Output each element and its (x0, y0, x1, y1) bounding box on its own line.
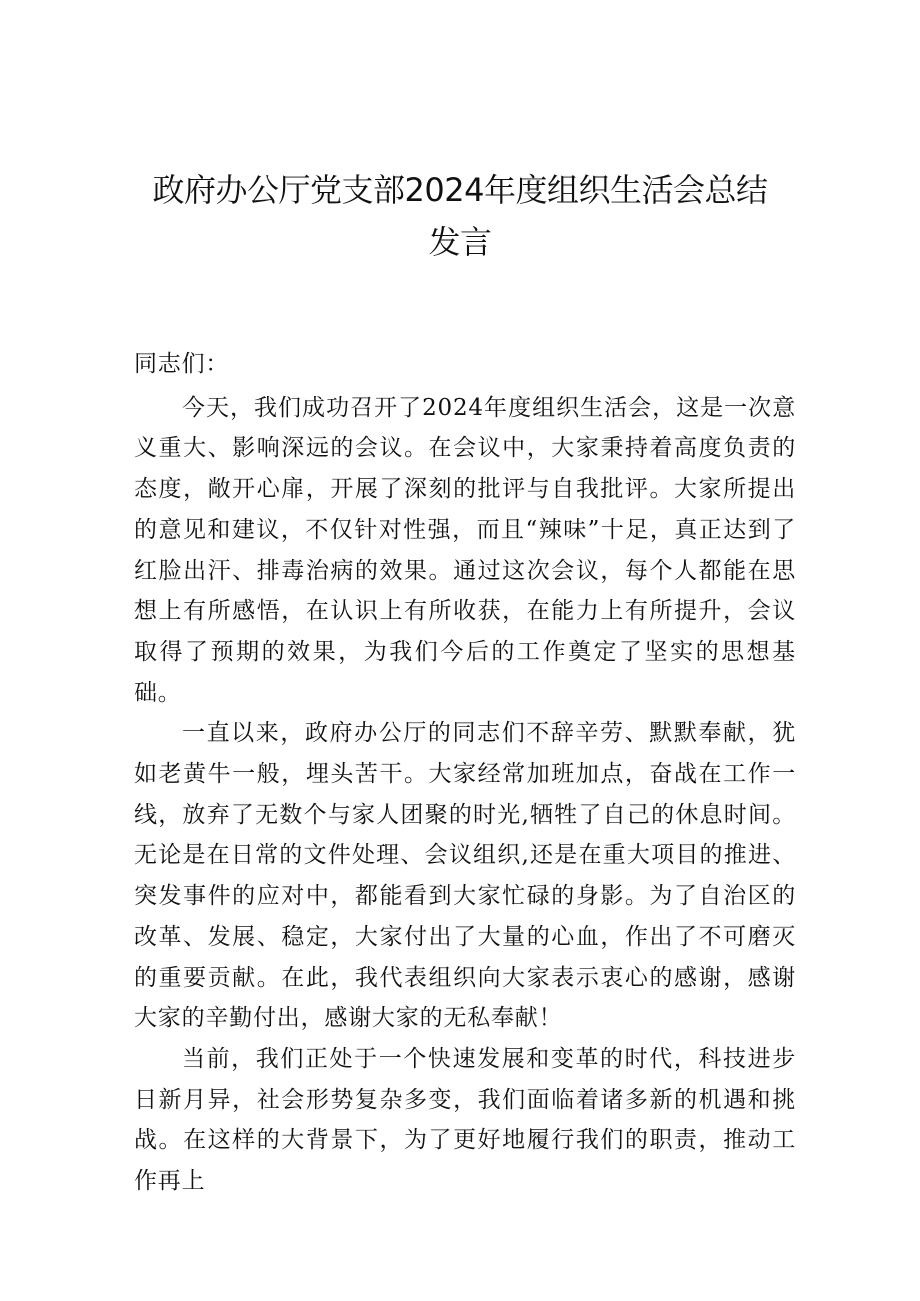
document-title (150, 164, 770, 268)
title-line-1: 政府办公厅党支部2024年度组织生活会总结 (152, 171, 768, 209)
title-line-2: 发言 (428, 223, 492, 261)
document-body (134, 344, 796, 1202)
salutation: 同志们： (134, 351, 230, 377)
paragraph-3: 当前，我们正处于一个快速发展和变革的时代，科技进步日新月异，社会形势复杂多变，我们面临着诸多新的机遇和挑战。在这样的大背景下，为了更好地履行我们的职责，推动工作再上 (134, 1045, 796, 1195)
paragraph-2: 一直以来，政府办公厅的同志们不辞辛劳、默默奉献，犹如老黄牛一般，埋头苦干。大家经常加班加点，奋战在工作一线，放弃了无数个与家人团聚的时光,牺牲了自己的休息时间。无论是在日常的文件处理、会议组织,还是在重大项目的推进、突发事件的应对中，都能看到大家忙碌的身影。为了自治区的改革、发展、稳定，大家付出了大量的心血，作出了不可磨灭的重要贡献。在此，我代表组织向大家表示衷心的感谢，感谢大家的辛勤付出，感谢大家的无私奉献！ (134, 720, 796, 1032)
paragraph-1: 今天，我们成功召开了2024年度组织生活会，这是一次意义重大、影响深远的会议。在会议中，大家秉持着高度负责的态度，敞开心扉，开展了深刻的批评与自我批评。大家所提出的意见和建议，不仅针对性强，而且“辣味”十足，真正达到了红脸出汗、排毒治病的效果。通过这次会议，每个人都能在思想上有所感悟，在认识上有所收获，在能力上有所提升，会议取得了预期的效果，为我们今后的工作奠定了坚实的思想基础。 (134, 394, 796, 706)
